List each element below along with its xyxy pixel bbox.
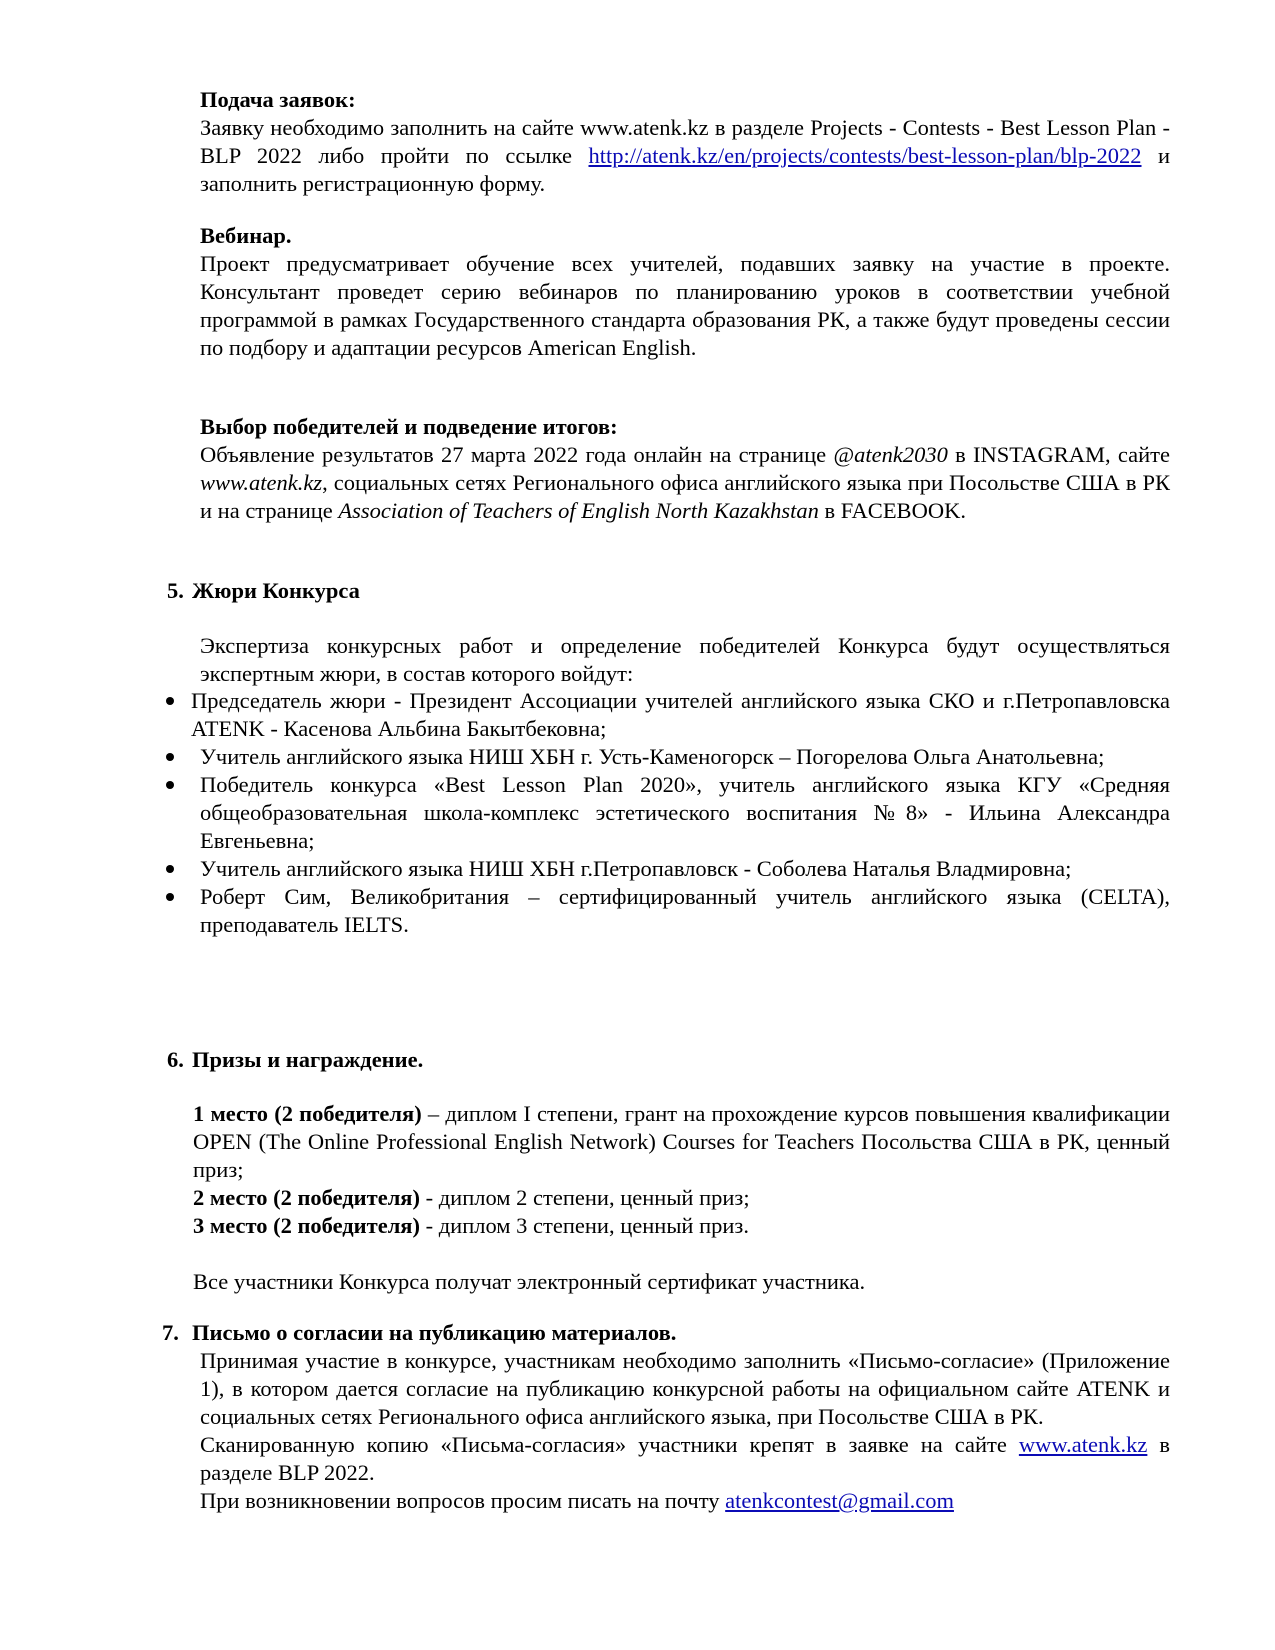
bullet-icon [166, 865, 174, 873]
consent-heading: 7. Письмо о согласии на публикацию материалов. [162, 1320, 677, 1345]
first-place: 1 место (2 победителя) – диплом I степени, грант на прохождение курсов повышения квалификации OPEN (The Online Professional English Network) Courses for Teachers Посольства США в РК, ценный приз; [193, 1101, 1170, 1182]
list-item: Учитель английского языка НИШ ХБН г. Усть-Каменогорск – Погорелова Ольга Анатольевна; [200, 743, 1170, 771]
list-item: Председатель жюри - Президент Ассоциации учителей английского языка СКО и г.Петропавловска ATENK - Касенова Альбина Бакытбековна; [191, 687, 1170, 743]
winners-section [200, 413, 1170, 525]
applications-section [200, 86, 1170, 198]
all-participants-text: Все участники Конкурса получат электронный сертификат участника. [193, 1269, 866, 1294]
jury-heading: 5. Жюри Конкурса [167, 578, 360, 603]
instagram-handle: @atenk2030 [833, 442, 948, 467]
bullet-icon [166, 697, 174, 705]
jury-intro: Экспертиза конкурсных работ и определение победителей Конкурса будут осуществляться экспертным жюри, в состав которого войдут: [200, 633, 1170, 686]
bullet-icon [166, 753, 174, 761]
jury-list [191, 687, 1170, 939]
prizes-heading: 6. Призы и награждение. [167, 1047, 424, 1072]
third-place: 3 место (2 победителя) - диплом 3 степени, ценный приз. [193, 1213, 749, 1238]
consent-text: Принимая участие в конкурсе, участникам необходимо заполнить «Письмо-согласие» (Приложение 1), в котором дается согласие на публикацию конкурсной работы на официальном сайте ATENK и социальных сетях Регионального офиса английского языка, при Посольстве США в РК. [200, 1348, 1170, 1429]
list-item: Учитель английского языка НИШ ХБН г.Петропавловск - Соболева Наталья Владмировна; [200, 855, 1170, 883]
prizes-section [193, 1100, 1170, 1296]
list-item: Роберт Сим, Великобритания – сертифицированный учитель английского языка (CELTA), преподаватель IELTS. [200, 883, 1170, 939]
webinar-heading: Вебинар. [200, 223, 292, 248]
bullet-icon [166, 781, 174, 789]
applications-text: Заявку необходимо заполнить на сайте www.atenk.kz в разделе Projects - Contests - Best Lesson Plan - BLP 2022 либо пройти по ссылке http://atenk.kz/en/projects/contests/best-lesson-plan/blp-2022 и заполнить регистрационную форму. [200, 115, 1171, 196]
second-place: 2 место (2 победителя) - диплом 2 степени, ценный приз; [193, 1185, 750, 1210]
email-link[interactable]: atenkcontest@gmail.com [725, 1488, 954, 1513]
webinar-section [200, 222, 1170, 362]
winners-heading: Выбор победителей и подведение итогов: [200, 414, 618, 439]
facebook-page: Association of Teachers of English North Kazakhstan [338, 498, 819, 523]
bullet-icon [166, 893, 174, 901]
list-item: Победитель конкурса «Best Lesson Plan 2020», учитель английского языка КГУ «Средняя общеобразовательная школа-комплекс эстетического воспитания №8» - Ильина Александра Евгеньевна; [200, 771, 1170, 855]
atenk-site-link[interactable]: www.atenk.kz [1018, 1432, 1148, 1457]
applications-heading: Подача заявок: [200, 87, 356, 112]
site-name: www.atenk.kz [200, 470, 323, 495]
consent-upload-text: Сканированную копию «Письма-согласия» участники крепят в заявке на сайте www.atenk.kz в разделе BLP 2022. [200, 1432, 1171, 1485]
webinar-text: Проект предусматривает обучение всех учителей, подавших заявку на участие в проекте. Консультант проведет серию вебинаров по планированию уроков в соответствии учебной программой в рамках Государственного стандарта образования РК, а также будут проведены сессии по подбору и адаптации ресурсов American English. [200, 251, 1170, 360]
winners-text: Объявление результатов 27 марта 2022 года онлайн на странице @atenk2030 в INSTAGRAM, сайте www.atenk.kz, социальных сетях Регионального офиса английского языка при Посольстве США в РК и на странице Association of Teachers of English North Kazakhstan в FACEBOOK. [200, 442, 1170, 523]
consent-section [200, 1347, 1170, 1515]
contact-text: При возникновении вопросов просим писать на почту atenkcontest@gmail.com [200, 1488, 954, 1513]
blp-link[interactable]: http://atenk.kz/en/projects/contests/best-lesson-plan/blp-2022 [588, 143, 1142, 168]
